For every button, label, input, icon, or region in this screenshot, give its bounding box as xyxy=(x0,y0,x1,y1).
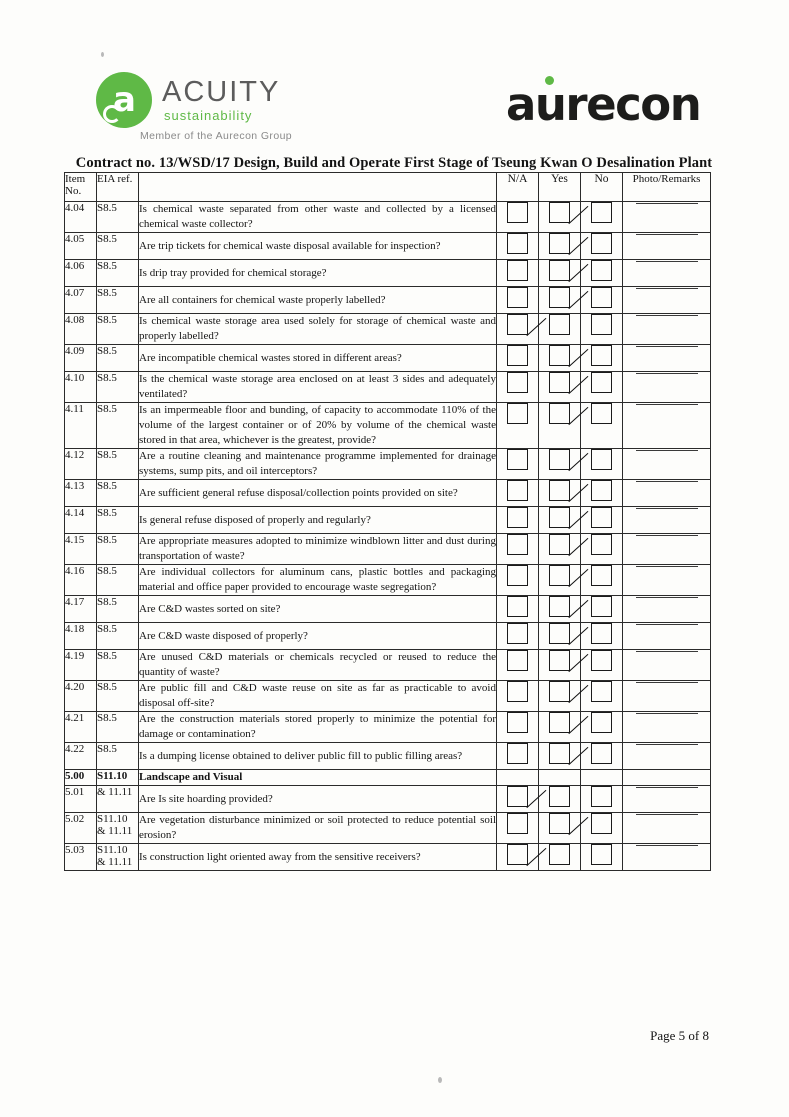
checkbox-no[interactable] xyxy=(591,534,612,555)
checkbox-na[interactable] xyxy=(507,565,528,586)
remarks-write-line xyxy=(636,372,698,374)
checkbox-no-cell[interactable] xyxy=(581,770,623,786)
row-description: Is drip tray provided for chemical storage? xyxy=(139,260,497,287)
checkbox-na[interactable] xyxy=(507,844,528,865)
row-item-number: 4.12 xyxy=(65,449,97,480)
header-remarks: Photo/Remarks xyxy=(623,173,711,202)
checkbox-yes-cell[interactable] xyxy=(539,770,581,786)
row-eia-ref: S8.5 xyxy=(97,372,139,403)
page-header xyxy=(0,70,789,150)
checkbox-na-cell[interactable] xyxy=(497,507,539,534)
row-description: Are C&D wastes sorted on site? xyxy=(139,596,497,623)
row-eia-ref: S11.10 & 11.11 xyxy=(97,844,139,871)
row-item-number: 5.01 xyxy=(65,786,97,813)
checklist-table xyxy=(64,172,711,871)
row-eia-ref: S8.5 xyxy=(97,507,139,534)
table-row xyxy=(65,712,711,743)
acuity-member-line: Member of the Aurecon Group xyxy=(140,130,293,142)
row-item-number: 4.22 xyxy=(65,743,97,770)
table-row xyxy=(65,260,711,287)
row-item-number: 5.03 xyxy=(65,844,97,871)
checkbox-na-cell[interactable] xyxy=(497,596,539,623)
row-eia-ref: S8.5 xyxy=(97,743,139,770)
row-item-number: 4.21 xyxy=(65,712,97,743)
checkbox-no[interactable] xyxy=(591,403,612,424)
row-description: Is construction light oriented away from the sensitive receivers? xyxy=(139,844,497,871)
row-remarks[interactable] xyxy=(623,534,711,565)
row-remarks[interactable] xyxy=(623,650,711,681)
checkbox-na-cell[interactable] xyxy=(497,233,539,260)
row-item-number: 4.14 xyxy=(65,507,97,534)
checkbox-na[interactable] xyxy=(507,372,528,393)
remarks-write-line xyxy=(636,623,698,625)
row-item-number: 4.18 xyxy=(65,623,97,650)
remarks-write-line xyxy=(636,233,698,235)
remarks-write-line xyxy=(636,480,698,482)
row-item-number: 4.09 xyxy=(65,345,97,372)
row-eia-ref: S8.5 xyxy=(97,681,139,712)
checklist-table-wrap xyxy=(64,172,710,871)
checkbox-na[interactable] xyxy=(507,743,528,764)
row-eia-ref: S8.5 xyxy=(97,712,139,743)
row-remarks[interactable] xyxy=(623,202,711,233)
checkbox-no[interactable] xyxy=(591,314,612,335)
table-row xyxy=(65,844,711,871)
checkbox-na[interactable] xyxy=(507,596,528,617)
table-row xyxy=(65,786,711,813)
header-item-no xyxy=(65,173,97,202)
row-remarks[interactable] xyxy=(623,770,711,786)
table-row xyxy=(65,403,711,449)
row-remarks[interactable] xyxy=(623,314,711,345)
acuity-mark-ring xyxy=(103,105,121,123)
checkbox-na[interactable] xyxy=(507,314,528,335)
table-row xyxy=(65,287,711,314)
checkbox-na-cell[interactable] xyxy=(497,650,539,681)
table-row xyxy=(65,372,711,403)
checkbox-no[interactable] xyxy=(591,786,612,807)
row-description: Are appropriate measures adopted to minimize windblown litter and dust during transportation of waste? xyxy=(139,534,497,565)
checkbox-no[interactable] xyxy=(591,260,612,281)
table-row xyxy=(65,345,711,372)
table-row xyxy=(65,623,711,650)
remarks-write-line xyxy=(636,681,698,683)
checkbox-no-cell[interactable] xyxy=(581,844,623,871)
acuity-wordmark: ACUITY xyxy=(162,76,281,108)
checkbox-yes-cell[interactable] xyxy=(539,743,581,770)
row-item-number: 4.17 xyxy=(65,596,97,623)
table-row xyxy=(65,596,711,623)
row-remarks[interactable] xyxy=(623,480,711,507)
row-remarks[interactable] xyxy=(623,287,711,314)
checkbox-na-cell[interactable] xyxy=(497,743,539,770)
acuity-logo-mark xyxy=(96,72,152,128)
checkbox-no[interactable] xyxy=(591,372,612,393)
checkbox-na-cell[interactable] xyxy=(497,403,539,449)
checkbox-yes[interactable] xyxy=(549,743,570,764)
row-eia-ref: S8.5 xyxy=(97,480,139,507)
checkbox-no[interactable] xyxy=(591,813,612,834)
row-remarks[interactable] xyxy=(623,712,711,743)
table-row xyxy=(65,813,711,844)
checkbox-na[interactable] xyxy=(507,507,528,528)
remarks-write-line xyxy=(636,844,698,846)
checkbox-no-cell[interactable] xyxy=(581,403,623,449)
remarks-write-line xyxy=(636,314,698,316)
checkbox-na-cell[interactable] xyxy=(497,449,539,480)
row-remarks[interactable] xyxy=(623,260,711,287)
header-na: N/A xyxy=(497,173,539,202)
remarks-write-line xyxy=(636,596,698,598)
checkbox-na-cell[interactable] xyxy=(497,314,539,345)
row-description: Are C&D waste disposed of properly? xyxy=(139,623,497,650)
checkbox-na-cell[interactable] xyxy=(497,372,539,403)
checkbox-na[interactable] xyxy=(507,403,528,424)
row-remarks[interactable] xyxy=(623,623,711,650)
row-remarks[interactable] xyxy=(623,681,711,712)
remarks-write-line xyxy=(636,287,698,289)
table-row xyxy=(65,449,711,480)
page-footer xyxy=(0,1028,789,1044)
checkbox-no[interactable] xyxy=(591,712,612,733)
checkbox-na-cell[interactable] xyxy=(497,712,539,743)
row-eia-ref: S8.5 xyxy=(97,449,139,480)
remarks-write-line xyxy=(636,449,698,451)
row-eia-ref: S8.5 xyxy=(97,534,139,565)
remarks-write-line xyxy=(636,650,698,652)
row-eia-ref: S8.5 xyxy=(97,403,139,449)
row-eia-ref: S8.5 xyxy=(97,287,139,314)
row-description: Is an impermeable floor and bunding, of capacity to accommodate 110% of the volume of the largest container or of 20% by volume of the chemical waste stored in that area, whichever is the greatest, provide? xyxy=(139,403,497,449)
row-description: Are unused C&D materials or chemicals recycled or reused to reduce the quantity of waste? xyxy=(139,650,497,681)
row-description: Is chemical waste separated from other waste and collected by a licensed chemical waste collector? xyxy=(139,202,497,233)
checkbox-na[interactable] xyxy=(507,260,528,281)
checkbox-na-cell[interactable] xyxy=(497,202,539,233)
row-description: Are the construction materials stored properly to minimize the potential for damage or contamination? xyxy=(139,712,497,743)
row-remarks[interactable] xyxy=(623,507,711,534)
aurecon-logo: aurecon xyxy=(506,78,701,131)
row-description: Are Is site hoarding provided? xyxy=(139,786,497,813)
checkbox-na-cell[interactable] xyxy=(497,844,539,871)
row-description: Are individual collectors for aluminum cans, plastic bottles and packaging material and office paper provided to encourage waste segregation? xyxy=(139,565,497,596)
row-eia-ref: S8.5 xyxy=(97,260,139,287)
row-remarks[interactable] xyxy=(623,844,711,871)
row-remarks[interactable] xyxy=(623,596,711,623)
row-description: Are vegetation disturbance minimized or soil protected to reduce potential soil erosion? xyxy=(139,813,497,844)
row-description: Are a routine cleaning and maintenance programme implemented for drainage systems, sump pits, and oil interceptors? xyxy=(139,449,497,480)
table-row xyxy=(65,314,711,345)
acuity-logo xyxy=(96,70,396,148)
remarks-write-line xyxy=(636,202,698,204)
remarks-write-line xyxy=(636,813,698,815)
table-row xyxy=(65,770,711,786)
checkbox-no[interactable] xyxy=(591,596,612,617)
row-item-number: 4.07 xyxy=(65,287,97,314)
row-remarks[interactable] xyxy=(623,813,711,844)
checkbox-na[interactable] xyxy=(507,786,528,807)
row-description: Is the chemical waste storage area enclosed on at least 3 sides and adequately ventilated? xyxy=(139,372,497,403)
row-description: Are sufficient general refuse disposal/collection points provided on site? xyxy=(139,480,497,507)
remarks-write-line xyxy=(636,712,698,714)
scan-speck xyxy=(101,52,104,57)
acuity-tagline: sustainability xyxy=(164,108,253,123)
header-item-line1: Item xyxy=(65,173,86,185)
checkbox-no[interactable] xyxy=(591,449,612,470)
checkbox-no[interactable] xyxy=(591,681,612,702)
row-item-number: 4.20 xyxy=(65,681,97,712)
row-description: Are all containers for chemical waste properly labelled? xyxy=(139,287,497,314)
row-description: Is general refuse disposed of properly and regularly? xyxy=(139,507,497,534)
checkbox-na-cell[interactable] xyxy=(497,623,539,650)
checkbox-na[interactable] xyxy=(507,681,528,702)
checkbox-na-cell[interactable] xyxy=(497,681,539,712)
table-row xyxy=(65,507,711,534)
scan-speck xyxy=(438,1077,442,1083)
row-remarks[interactable] xyxy=(623,233,711,260)
row-eia-ref: & 11.11 xyxy=(97,786,139,813)
checkbox-no[interactable] xyxy=(591,844,612,865)
row-item-number: 4.10 xyxy=(65,372,97,403)
row-remarks[interactable] xyxy=(623,565,711,596)
remarks-write-line xyxy=(636,534,698,536)
row-eia-ref: S8.5 xyxy=(97,565,139,596)
row-item-number: 4.16 xyxy=(65,565,97,596)
checkbox-no[interactable] xyxy=(591,202,612,223)
checkbox-na[interactable] xyxy=(507,623,528,644)
checkbox-na-cell[interactable] xyxy=(497,345,539,372)
row-remarks[interactable] xyxy=(623,743,711,770)
header-eia-ref: EIA ref. xyxy=(97,173,139,202)
row-eia-ref: S8.5 xyxy=(97,202,139,233)
checkbox-na[interactable] xyxy=(507,712,528,733)
contract-title: Contract no. 13/WSD/17 Design, Build and Operate First Stage of Tseung Kwan O Desalination Plant xyxy=(75,155,713,171)
row-remarks[interactable] xyxy=(623,786,711,813)
checkbox-yes[interactable] xyxy=(549,813,570,834)
table-row xyxy=(65,650,711,681)
row-item-number: 4.04 xyxy=(65,202,97,233)
checkbox-no[interactable] xyxy=(591,623,612,644)
row-description: Is a dumping license obtained to deliver public fill to public filling areas? xyxy=(139,743,497,770)
row-eia-ref: S11.10 xyxy=(97,770,139,786)
checkbox-yes[interactable] xyxy=(549,844,570,865)
checkbox-yes[interactable] xyxy=(549,403,570,424)
checkbox-na-cell[interactable] xyxy=(497,565,539,596)
row-eia-ref: S8.5 xyxy=(97,650,139,681)
acuity-mark-letter: a xyxy=(113,80,135,120)
row-description: Is chemical waste storage area used solely for storage of chemical waste and properly labelled? xyxy=(139,314,497,345)
row-item-number: 5.00 xyxy=(65,770,97,786)
checkbox-no[interactable] xyxy=(591,507,612,528)
checkbox-no[interactable] xyxy=(591,287,612,308)
row-remarks[interactable] xyxy=(623,449,711,480)
header-yes: Yes xyxy=(539,173,581,202)
checkbox-no[interactable] xyxy=(591,480,612,501)
row-eia-ref: S8.5 xyxy=(97,233,139,260)
table-row xyxy=(65,565,711,596)
remarks-write-line xyxy=(636,507,698,509)
checkbox-na[interactable] xyxy=(507,449,528,470)
row-description: Are public fill and C&D waste reuse on site as far as practicable to avoid disposal off-site? xyxy=(139,681,497,712)
header-item-line2: No. xyxy=(65,185,82,197)
checklist-body xyxy=(65,202,711,871)
header-no: No xyxy=(581,173,623,202)
checkbox-na[interactable] xyxy=(507,233,528,254)
row-remarks[interactable] xyxy=(623,403,711,449)
table-header-row xyxy=(65,173,711,202)
checkbox-no[interactable] xyxy=(591,345,612,366)
checkbox-na[interactable] xyxy=(507,650,528,671)
row-remarks[interactable] xyxy=(623,372,711,403)
checkbox-na[interactable] xyxy=(507,345,528,366)
table-row xyxy=(65,743,711,770)
remarks-write-line xyxy=(636,743,698,745)
table-row xyxy=(65,202,711,233)
row-eia-ref: S11.10 & 11.11 xyxy=(97,813,139,844)
checkbox-yes-cell[interactable] xyxy=(539,287,581,314)
row-eia-ref: S8.5 xyxy=(97,314,139,345)
row-section-title: Landscape and Visual xyxy=(139,770,497,786)
checkbox-no[interactable] xyxy=(591,565,612,586)
row-item-number: 4.15 xyxy=(65,534,97,565)
row-item-number: 4.13 xyxy=(65,480,97,507)
checkbox-na-cell[interactable] xyxy=(497,534,539,565)
checkbox-yes[interactable] xyxy=(549,287,570,308)
table-row xyxy=(65,681,711,712)
row-item-number: 4.08 xyxy=(65,314,97,345)
row-description: Are incompatible chemical wastes stored in different areas? xyxy=(139,345,497,372)
checkbox-no[interactable] xyxy=(591,650,612,671)
checkbox-na[interactable] xyxy=(507,480,528,501)
row-item-number: 4.19 xyxy=(65,650,97,681)
checkbox-no-cell[interactable] xyxy=(581,314,623,345)
checkbox-na-cell[interactable] xyxy=(497,480,539,507)
remarks-write-line xyxy=(636,403,698,405)
row-eia-ref: S8.5 xyxy=(97,623,139,650)
table-row xyxy=(65,480,711,507)
remarks-write-line xyxy=(636,345,698,347)
row-description: Are trip tickets for chemical waste disposal available for inspection? xyxy=(139,233,497,260)
checkbox-na-cell[interactable] xyxy=(497,260,539,287)
row-item-number: 4.05 xyxy=(65,233,97,260)
checkbox-na-cell[interactable] xyxy=(497,786,539,813)
table-row xyxy=(65,534,711,565)
row-eia-ref: S8.5 xyxy=(97,596,139,623)
row-item-number: 4.11 xyxy=(65,403,97,449)
checkbox-yes-cell[interactable] xyxy=(539,813,581,844)
checkbox-no[interactable] xyxy=(591,233,612,254)
remarks-write-line xyxy=(636,260,698,262)
table-row xyxy=(65,233,711,260)
remarks-write-line xyxy=(636,565,698,567)
header-description xyxy=(139,173,497,202)
row-eia-ref: S8.5 xyxy=(97,345,139,372)
remarks-write-line xyxy=(636,786,698,788)
checkbox-no-cell[interactable] xyxy=(581,786,623,813)
checkbox-na[interactable] xyxy=(507,534,528,555)
row-item-number: 4.06 xyxy=(65,260,97,287)
checkbox-no[interactable] xyxy=(591,743,612,764)
row-remarks[interactable] xyxy=(623,345,711,372)
row-item-number: 5.02 xyxy=(65,813,97,844)
checkbox-na[interactable] xyxy=(507,202,528,223)
page-number: Page 5 of 8 xyxy=(650,1028,709,1043)
